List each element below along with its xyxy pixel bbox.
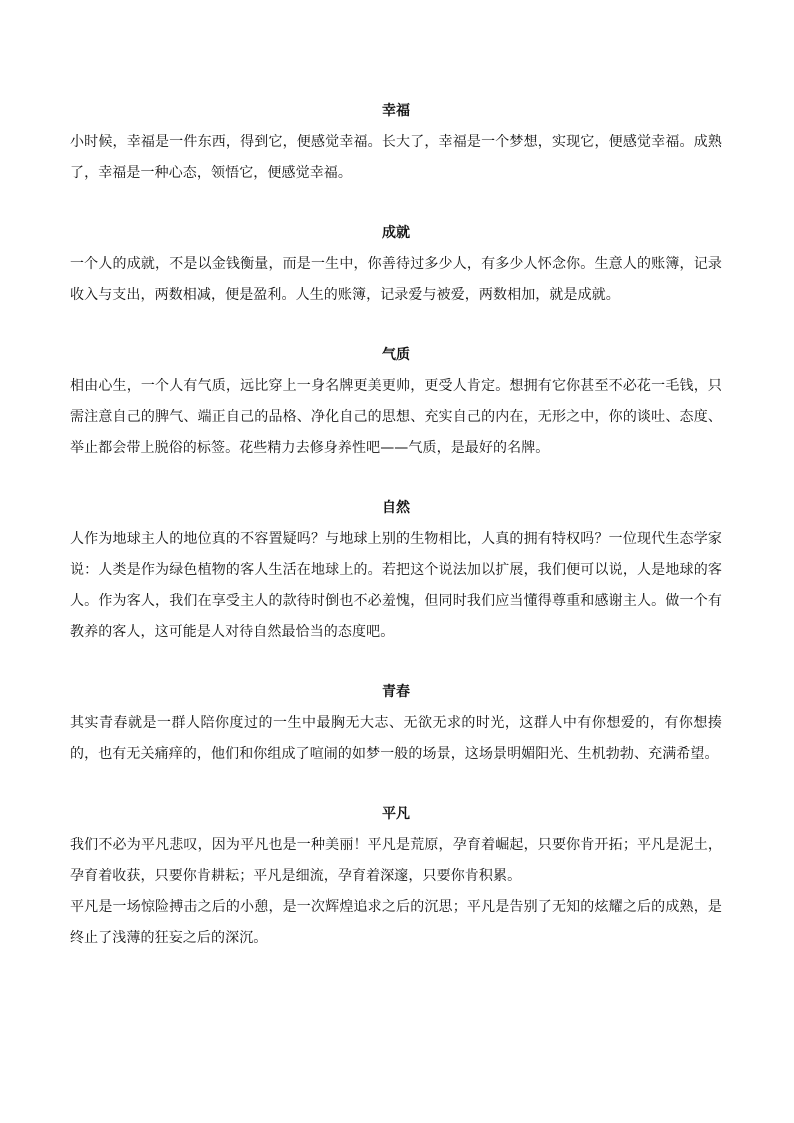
- section-title: 幸福: [382, 103, 410, 119]
- section-paragraph: 其实青春就是一群人陪你度过的一生中最胸无大志、无欲无求的时光，这群人中有你想爱的，有你想揍的，也有无关痛痒的，他们和你组成了喧闹的如梦一般的场景，这场景明媚阳光、生机勃勃、充满希望。: [70, 715, 722, 762]
- section-paragraph: 相由心生，一个人有气质，远比穿上一身名牌更美更帅，更受人肯定。想拥有它你甚至不必花一毛钱，只需注意自己的脾气、端正自己的品格、净化自己的思想、充实自己的内在，无形之中，你的谈吐、态度、举止都会带上脱俗的标签。花些精力去修身养性吧——气质，是最好的名牌。: [70, 378, 722, 456]
- section-title: 青春: [382, 684, 410, 700]
- document-page: [70, 96, 722, 954]
- section-achievement: [70, 218, 722, 311]
- section-paragraph: 一个人的成就，不是以金钱衡量，而是一生中，你善待过多少人，有多少人怀念你。生意人的账簿，记录收入与支出，两数相减，便是盈利。人生的账簿，记录爱与被爱，两数相加，就是成就。: [70, 256, 722, 303]
- section-paragraph: 平凡是一场惊险搏击之后的小憩，是一次辉煌追求之后的沉思；平凡是告别了无知的炫耀之后的成熟，是终止了浅薄的狂妄之后的深沉。: [70, 899, 722, 946]
- section-nature: [70, 493, 722, 648]
- section-temperament: [70, 340, 722, 464]
- section-paragraph: 小时候，幸福是一件东西，得到它，便感觉幸福。长大了，幸福是一个梦想，实现它，便感觉幸福。成熟了，幸福是一种心态，领悟它，便感觉幸福。: [70, 134, 722, 181]
- section-paragraph: 我们不必为平凡悲叹，因为平凡也是一种美丽！平凡是荒原，孕育着崛起，只要你肯开拓；平凡是泥土，孕育着收获，只要你肯耕耘；平凡是细流，孕育着深邃，只要你肯积累。: [70, 837, 722, 884]
- section-paragraph: 人作为地球主人的地位真的不容置疑吗？与地球上别的生物相比，人真的拥有特权吗？一位现代生态学家说：人类是作为绿色植物的客人生活在地球上的。若把这个说法加以扩展，我们便可以说，人是地球的客人。作为客人，我们在享受主人的款待时倒也不必羞愧，但同时我们应当懂得尊重和感谢主人。做一个有教养的客人，这可能是人对待自然最恰当的态度吧。: [70, 531, 722, 640]
- section-happiness: [70, 96, 722, 189]
- section-title: 自然: [382, 500, 410, 516]
- section-ordinary: [70, 799, 722, 954]
- section-title: 气质: [382, 347, 410, 363]
- section-title: 平凡: [382, 806, 410, 822]
- section-title: 成就: [382, 225, 410, 241]
- section-youth: [70, 677, 722, 770]
